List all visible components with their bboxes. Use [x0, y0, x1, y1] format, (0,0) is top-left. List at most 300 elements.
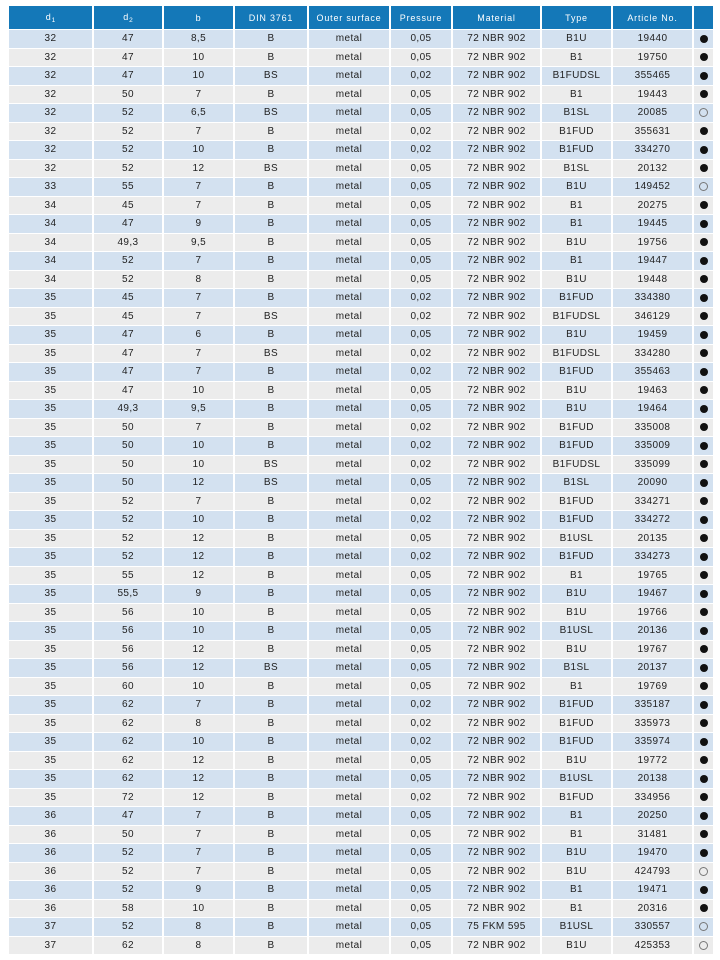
- cell-type: B1U: [542, 382, 611, 400]
- cell-pressure: 0,05: [391, 400, 451, 418]
- cell-d2: 50: [94, 419, 162, 437]
- cell-d2: 50: [94, 86, 162, 104]
- cell-d2: 58: [94, 900, 162, 918]
- cell-availability: [694, 659, 713, 677]
- cell-surface: metal: [309, 733, 389, 751]
- cell-din: B: [235, 937, 307, 955]
- cell-material: 72 NBR 902: [453, 937, 540, 955]
- cell-surface: metal: [309, 900, 389, 918]
- cell-type: B1: [542, 197, 611, 215]
- table-row: [9, 493, 713, 511]
- cell-surface: metal: [309, 215, 389, 233]
- cell-material: 72 NBR 902: [453, 678, 540, 696]
- cell-pressure: 0,02: [391, 733, 451, 751]
- cell-material: 72 NBR 902: [453, 437, 540, 455]
- cell-type: B1U: [542, 400, 611, 418]
- cell-din: B: [235, 844, 307, 862]
- table-row: [9, 826, 713, 844]
- cell-d1: 34: [9, 197, 92, 215]
- cell-pressure: 0,02: [391, 715, 451, 733]
- cell-pressure: 0,05: [391, 252, 451, 270]
- cell-b: 12: [164, 474, 233, 492]
- cell-availability: [694, 678, 713, 696]
- cell-article: 355631: [613, 123, 692, 141]
- table-row: [9, 789, 713, 807]
- cell-surface: metal: [309, 715, 389, 733]
- cell-type: B1FUD: [542, 289, 611, 307]
- filled-circle-icon: [700, 608, 708, 616]
- cell-d1: 35: [9, 474, 92, 492]
- cell-material: 72 NBR 902: [453, 123, 540, 141]
- cell-d1: 35: [9, 345, 92, 363]
- filled-circle-icon: [700, 682, 708, 690]
- cell-type: B1USL: [542, 918, 611, 936]
- cell-pressure: 0,02: [391, 696, 451, 714]
- cell-din: BS: [235, 345, 307, 363]
- cell-b: 10: [164, 900, 233, 918]
- cell-type: B1U: [542, 30, 611, 48]
- cell-din: B: [235, 123, 307, 141]
- cell-pressure: 0,02: [391, 789, 451, 807]
- cell-availability: [694, 326, 713, 344]
- cell-pressure: 0,05: [391, 104, 451, 122]
- filled-circle-icon: [700, 405, 708, 413]
- open-circle-icon: [699, 108, 708, 117]
- cell-type: B1: [542, 900, 611, 918]
- cell-material: 72 NBR 902: [453, 308, 540, 326]
- cell-b: 10: [164, 678, 233, 696]
- filled-circle-icon: [700, 571, 708, 579]
- cell-availability: [694, 548, 713, 566]
- cell-type: B1U: [542, 326, 611, 344]
- cell-surface: metal: [309, 659, 389, 677]
- cell-d2: 47: [94, 807, 162, 825]
- filled-circle-icon: [700, 220, 708, 228]
- cell-surface: metal: [309, 30, 389, 48]
- cell-type: B1FUD: [542, 493, 611, 511]
- cell-b: 12: [164, 789, 233, 807]
- column-header-article-no: Article No.: [613, 6, 692, 29]
- cell-article: 335009: [613, 437, 692, 455]
- cell-pressure: 0,05: [391, 807, 451, 825]
- cell-type: B1FUD: [542, 363, 611, 381]
- cell-din: B: [235, 511, 307, 529]
- cell-material: 72 NBR 902: [453, 548, 540, 566]
- cell-availability: [694, 178, 713, 196]
- cell-pressure: 0,02: [391, 493, 451, 511]
- cell-material: 72 NBR 902: [453, 585, 540, 603]
- filled-circle-icon: [700, 331, 708, 339]
- cell-d2: 62: [94, 937, 162, 955]
- cell-din: B: [235, 918, 307, 936]
- cell-pressure: 0,05: [391, 844, 451, 862]
- cell-type: B1: [542, 881, 611, 899]
- cell-b: 9,5: [164, 400, 233, 418]
- cell-b: 10: [164, 622, 233, 640]
- cell-material: 72 NBR 902: [453, 715, 540, 733]
- cell-d1: 35: [9, 789, 92, 807]
- cell-b: 12: [164, 641, 233, 659]
- cell-d2: 52: [94, 141, 162, 159]
- cell-surface: metal: [309, 770, 389, 788]
- cell-b: 9: [164, 881, 233, 899]
- cell-availability: [694, 86, 713, 104]
- cell-b: 12: [164, 530, 233, 548]
- cell-din: B: [235, 215, 307, 233]
- filled-circle-icon: [700, 830, 708, 838]
- filled-circle-icon: [700, 275, 708, 283]
- table-row: [9, 123, 713, 141]
- cell-type: B1FUDSL: [542, 308, 611, 326]
- cell-type: B1SL: [542, 160, 611, 178]
- filled-circle-icon: [700, 312, 708, 320]
- cell-material: 72 NBR 902: [453, 141, 540, 159]
- cell-article: 19440: [613, 30, 692, 48]
- filled-circle-icon: [700, 257, 708, 265]
- cell-material: 72 NBR 902: [453, 604, 540, 622]
- cell-article: 330557: [613, 918, 692, 936]
- cell-b: 7: [164, 252, 233, 270]
- filled-circle-icon: [700, 812, 708, 820]
- cell-article: 355465: [613, 67, 692, 85]
- cell-din: BS: [235, 659, 307, 677]
- cell-d2: 47: [94, 30, 162, 48]
- table-row: [9, 252, 713, 270]
- table-row: [9, 67, 713, 85]
- filled-circle-icon: [700, 460, 708, 468]
- filled-circle-icon: [700, 53, 708, 61]
- cell-material: 72 NBR 902: [453, 363, 540, 381]
- cell-availability: [694, 30, 713, 48]
- cell-d2: 52: [94, 271, 162, 289]
- cell-type: B1FUD: [542, 733, 611, 751]
- cell-article: 335973: [613, 715, 692, 733]
- cell-article: 19447: [613, 252, 692, 270]
- table-row: [9, 160, 713, 178]
- column-header-din-3761: DIN 3761: [235, 6, 307, 29]
- table-row: [9, 511, 713, 529]
- filled-circle-icon: [700, 201, 708, 209]
- cell-surface: metal: [309, 511, 389, 529]
- cell-type: B1: [542, 86, 611, 104]
- cell-type: B1: [542, 567, 611, 585]
- table-row: [9, 696, 713, 714]
- cell-d2: 52: [94, 160, 162, 178]
- cell-article: 19772: [613, 752, 692, 770]
- cell-b: 7: [164, 86, 233, 104]
- cell-article: 334272: [613, 511, 692, 529]
- cell-d2: 62: [94, 752, 162, 770]
- column-header-outer-surface: Outer surface: [309, 6, 389, 29]
- cell-surface: metal: [309, 67, 389, 85]
- table-row: [9, 641, 713, 659]
- cell-pressure: 0,05: [391, 900, 451, 918]
- cell-pressure: 0,02: [391, 67, 451, 85]
- filled-circle-icon: [700, 664, 708, 672]
- cell-type: B1U: [542, 178, 611, 196]
- cell-pressure: 0,05: [391, 530, 451, 548]
- cell-b: 9: [164, 215, 233, 233]
- filled-circle-icon: [700, 294, 708, 302]
- cell-availability: [694, 197, 713, 215]
- cell-material: 72 NBR 902: [453, 659, 540, 677]
- cell-material: 72 NBR 902: [453, 474, 540, 492]
- cell-availability: [694, 456, 713, 474]
- cell-surface: metal: [309, 493, 389, 511]
- cell-d1: 35: [9, 548, 92, 566]
- cell-b: 12: [164, 659, 233, 677]
- cell-surface: metal: [309, 382, 389, 400]
- cell-article: 19765: [613, 567, 692, 585]
- cell-din: B: [235, 234, 307, 252]
- table-row: [9, 363, 713, 381]
- cell-type: B1U: [542, 844, 611, 862]
- cell-din: B: [235, 400, 307, 418]
- cell-din: B: [235, 49, 307, 67]
- cell-surface: metal: [309, 49, 389, 67]
- cell-pressure: 0,05: [391, 234, 451, 252]
- column-header-b: b: [164, 6, 233, 29]
- cell-b: 9: [164, 585, 233, 603]
- cell-b: 10: [164, 733, 233, 751]
- table-row: [9, 881, 713, 899]
- filled-circle-icon: [700, 386, 708, 394]
- filled-circle-icon: [700, 627, 708, 635]
- open-circle-icon: [699, 182, 708, 191]
- cell-b: 10: [164, 511, 233, 529]
- cell-surface: metal: [309, 234, 389, 252]
- cell-type: B1USL: [542, 770, 611, 788]
- cell-availability: [694, 918, 713, 936]
- cell-d1: 35: [9, 622, 92, 640]
- cell-availability: [694, 493, 713, 511]
- cell-surface: metal: [309, 696, 389, 714]
- cell-d2: 47: [94, 67, 162, 85]
- open-circle-icon: [699, 941, 708, 950]
- cell-availability: [694, 289, 713, 307]
- cell-type: B1FUDSL: [542, 345, 611, 363]
- table-row: [9, 30, 713, 48]
- cell-d1: 35: [9, 511, 92, 529]
- cell-article: 20250: [613, 807, 692, 825]
- cell-d2: 55,5: [94, 585, 162, 603]
- cell-article: 334270: [613, 141, 692, 159]
- cell-availability: [694, 937, 713, 955]
- cell-d2: 52: [94, 844, 162, 862]
- cell-article: 334273: [613, 548, 692, 566]
- cell-b: 9,5: [164, 234, 233, 252]
- cell-availability: [694, 363, 713, 381]
- cell-pressure: 0,02: [391, 548, 451, 566]
- cell-surface: metal: [309, 419, 389, 437]
- cell-d2: 62: [94, 770, 162, 788]
- cell-availability: [694, 437, 713, 455]
- cell-din: B: [235, 715, 307, 733]
- table-row: [9, 863, 713, 881]
- cell-availability: [694, 789, 713, 807]
- cell-d2: 50: [94, 456, 162, 474]
- cell-material: 72 NBR 902: [453, 271, 540, 289]
- cell-type: B1: [542, 49, 611, 67]
- cell-b: 12: [164, 160, 233, 178]
- cell-type: B1USL: [542, 622, 611, 640]
- filled-circle-icon: [700, 738, 708, 746]
- cell-b: 8: [164, 918, 233, 936]
- cell-availability: [694, 382, 713, 400]
- cell-d1: 35: [9, 456, 92, 474]
- cell-d2: 55: [94, 567, 162, 585]
- cell-d1: 34: [9, 271, 92, 289]
- cell-article: 19470: [613, 844, 692, 862]
- cell-pressure: 0,05: [391, 49, 451, 67]
- cell-type: B1SL: [542, 659, 611, 677]
- cell-material: 72 NBR 902: [453, 49, 540, 67]
- cell-d1: 37: [9, 937, 92, 955]
- cell-surface: metal: [309, 308, 389, 326]
- cell-availability: [694, 844, 713, 862]
- product-table: [7, 5, 715, 955]
- cell-d1: 35: [9, 308, 92, 326]
- cell-b: 7: [164, 419, 233, 437]
- cell-d2: 56: [94, 604, 162, 622]
- cell-pressure: 0,05: [391, 863, 451, 881]
- table-row: [9, 937, 713, 955]
- cell-d1: 35: [9, 530, 92, 548]
- column-header-type: Type: [542, 6, 611, 29]
- cell-type: B1: [542, 215, 611, 233]
- cell-type: B1FUD: [542, 789, 611, 807]
- cell-din: BS: [235, 474, 307, 492]
- cell-pressure: 0,05: [391, 474, 451, 492]
- cell-b: 7: [164, 844, 233, 862]
- cell-availability: [694, 641, 713, 659]
- cell-d1: 34: [9, 252, 92, 270]
- cell-surface: metal: [309, 567, 389, 585]
- cell-availability: [694, 604, 713, 622]
- cell-pressure: 0,05: [391, 215, 451, 233]
- cell-availability: [694, 400, 713, 418]
- cell-article: 19445: [613, 215, 692, 233]
- column-header-availability: [694, 6, 713, 29]
- cell-d1: 35: [9, 604, 92, 622]
- cell-d1: 35: [9, 641, 92, 659]
- cell-availability: [694, 826, 713, 844]
- cell-din: B: [235, 548, 307, 566]
- filled-circle-icon: [700, 164, 708, 172]
- cell-type: B1FUD: [542, 123, 611, 141]
- cell-material: 72 NBR 902: [453, 900, 540, 918]
- cell-d2: 56: [94, 641, 162, 659]
- cell-material: 72 NBR 902: [453, 881, 540, 899]
- cell-din: B: [235, 197, 307, 215]
- filled-circle-icon: [700, 497, 708, 505]
- cell-din: B: [235, 622, 307, 640]
- cell-availability: [694, 252, 713, 270]
- table-row: [9, 807, 713, 825]
- cell-type: B1FUD: [542, 141, 611, 159]
- cell-d1: 36: [9, 826, 92, 844]
- cell-d1: 36: [9, 807, 92, 825]
- cell-availability: [694, 770, 713, 788]
- cell-d1: 35: [9, 770, 92, 788]
- cell-article: 19769: [613, 678, 692, 696]
- filled-circle-icon: [700, 442, 708, 450]
- cell-din: B: [235, 881, 307, 899]
- cell-din: B: [235, 363, 307, 381]
- cell-d2: 56: [94, 622, 162, 640]
- cell-surface: metal: [309, 197, 389, 215]
- cell-material: 72 NBR 902: [453, 30, 540, 48]
- cell-surface: metal: [309, 807, 389, 825]
- table-row: [9, 326, 713, 344]
- cell-type: B1U: [542, 641, 611, 659]
- cell-d2: 45: [94, 308, 162, 326]
- cell-din: BS: [235, 160, 307, 178]
- cell-d1: 35: [9, 585, 92, 603]
- cell-pressure: 0,05: [391, 604, 451, 622]
- cell-surface: metal: [309, 271, 389, 289]
- cell-material: 72 NBR 902: [453, 345, 540, 363]
- table-row: [9, 585, 713, 603]
- cell-d1: 35: [9, 400, 92, 418]
- cell-availability: [694, 234, 713, 252]
- cell-d2: 50: [94, 826, 162, 844]
- cell-surface: metal: [309, 178, 389, 196]
- cell-b: 10: [164, 604, 233, 622]
- cell-availability: [694, 807, 713, 825]
- cell-availability: [694, 419, 713, 437]
- cell-pressure: 0,02: [391, 289, 451, 307]
- cell-d2: 49,3: [94, 400, 162, 418]
- filled-circle-icon: [700, 423, 708, 431]
- cell-din: B: [235, 178, 307, 196]
- cell-d2: 52: [94, 104, 162, 122]
- table-row: [9, 770, 713, 788]
- cell-surface: metal: [309, 437, 389, 455]
- table-row: [9, 567, 713, 585]
- cell-surface: metal: [309, 400, 389, 418]
- cell-d1: 32: [9, 67, 92, 85]
- cell-availability: [694, 567, 713, 585]
- cell-d2: 62: [94, 696, 162, 714]
- cell-article: 31481: [613, 826, 692, 844]
- filled-circle-icon: [700, 479, 708, 487]
- cell-type: B1FUD: [542, 696, 611, 714]
- cell-din: B: [235, 493, 307, 511]
- filled-circle-icon: [700, 90, 708, 98]
- column-header-material: Material: [453, 6, 540, 29]
- column-header-pressure: Pressure: [391, 6, 451, 29]
- cell-d1: 35: [9, 715, 92, 733]
- filled-circle-icon: [700, 516, 708, 524]
- cell-b: 7: [164, 197, 233, 215]
- cell-din: B: [235, 789, 307, 807]
- cell-material: 72 NBR 902: [453, 807, 540, 825]
- cell-d2: 50: [94, 474, 162, 492]
- cell-material: 72 NBR 902: [453, 86, 540, 104]
- cell-article: 335008: [613, 419, 692, 437]
- cell-article: 335099: [613, 456, 692, 474]
- cell-b: 7: [164, 493, 233, 511]
- cell-article: 335974: [613, 733, 692, 751]
- cell-article: 20137: [613, 659, 692, 677]
- cell-article: 20138: [613, 770, 692, 788]
- cell-availability: [694, 622, 713, 640]
- cell-material: 72 NBR 902: [453, 215, 540, 233]
- cell-din: BS: [235, 104, 307, 122]
- table-row: [9, 215, 713, 233]
- cell-b: 8: [164, 271, 233, 289]
